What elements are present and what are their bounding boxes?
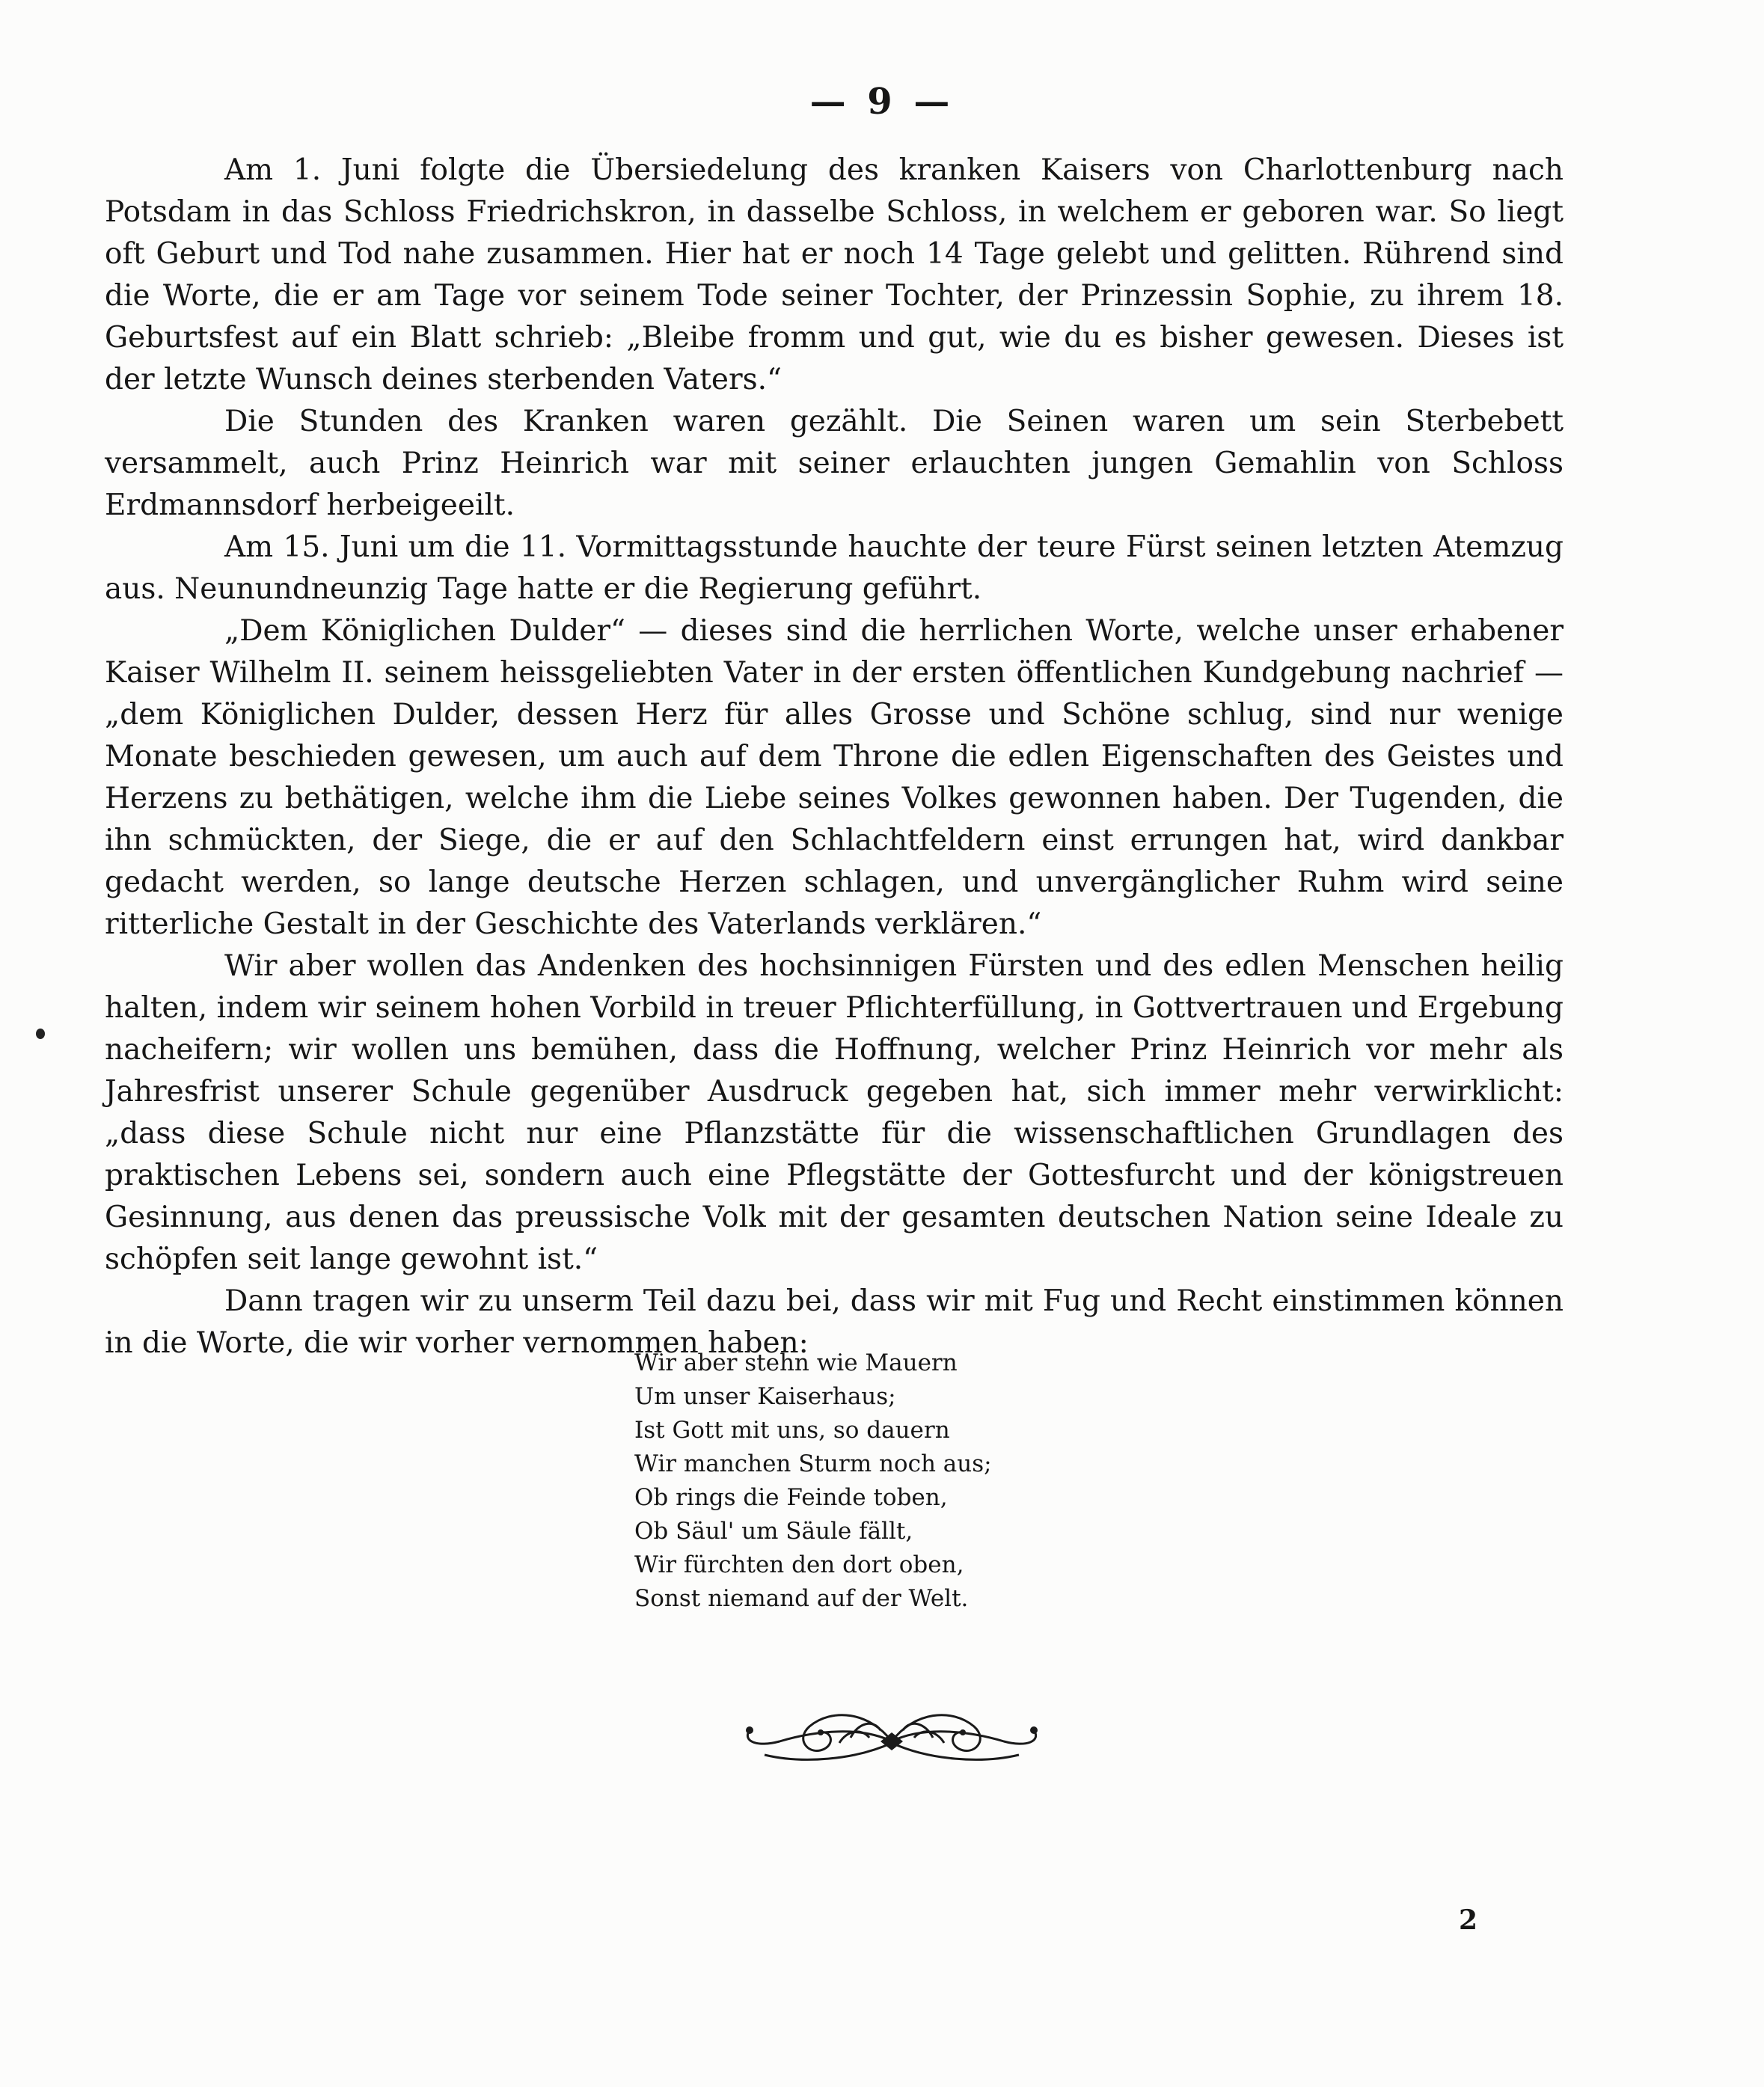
- poem-line: Um unser Kaiserhaus;: [634, 1383, 896, 1410]
- ink-speck: [36, 1029, 45, 1039]
- poem-stanza: [634, 1346, 992, 1616]
- page-number: — 9 —: [809, 81, 955, 123]
- poem-line: Wir aber stehn wie Mauern: [634, 1349, 958, 1376]
- paragraph: Am 15. Juni um die 11. Vormittagsstunde hauchte der teure Fürst seinen letzten Atemzug aus. Neunundneunzig Tage hatte er die Regierung geführt.: [105, 530, 1564, 606]
- poem-line: Wir manchen Sturm noch aus;: [634, 1450, 992, 1477]
- paragraph: Dann tragen wir zu unserm Teil dazu bei, dass wir mit Fug und Recht einstimmen können in die Worte, die wir vorher vernommen haben:: [105, 1284, 1564, 1360]
- poem-line: Ob Säul' um Säule fällt,: [634, 1518, 913, 1545]
- paragraph: Am 1. Juni folgte die Übersiedelung des kranken Kaisers von Charlottenburg nach Potsdam in das Schloss Friedrichskron, in dasselbe Schloss, in welchem er geboren war. So liegt oft Geburt und Tod nahe zusammen. Hier hat er noch 14 Tage gelebt und gelitten. Rührend sind die Worte, die er am Tage vor seinem Tode seiner Tochter, der Prinzessin Sophie, zu ihrem 18. Geburtsfest auf ein Blatt schrieb: „Bleibe fromm und gut, wie du es bisher gewesen. Dieses ist der letzte Wunsch deines sterbenden Vaters.“: [105, 153, 1564, 396]
- paragraph: Die Stunden des Kranken waren gezählt. Die Seinen waren um sein Sterbebett versammelt, auch Prinz Heinrich war mit seiner erlauchten jungen Gemahlin von Schloss Erdmannsdorf herbeigeeilt.: [105, 405, 1564, 522]
- body-text: [105, 150, 1564, 1364]
- poem-line: Ist Gott mit uns, so dauern: [634, 1417, 950, 1444]
- paragraph: Wir aber wollen das Andenken des hochsinnigen Fürsten und des edlen Menschen heilig halten, indem wir seinem hohen Vorbild in treuer Pflichterfüllung, in Gottvertrauen und Ergebung nacheifern; wir wollen uns bemühen, dass die Hoffnung, welcher Prinz Heinrich vor mehr als Jahresfrist unserer Schule gegenüber Ausdruck gegeben hat, sich immer mehr verwirklicht: „dass diese Schule nicht nur eine Pflanzstätte für die wissenschaftlichen Grundlagen des praktischen Lebens sei, sondern auch eine Pflegstätte der Gottesfurcht und der königstreuen Gesinnung, aus denen das preussische Volk mit der gesamten deutschen Nation seine Ideale zu schöpfen seit lange gewohnt ist.“: [105, 949, 1564, 1276]
- poem-line: Wir fürchten den dort oben,: [634, 1551, 964, 1578]
- poem-line: Sonst niemand auf der Welt.: [634, 1585, 969, 1612]
- paragraph: „Dem Königlichen Dulder“ — dieses sind die herrlichen Worte, welche unser erhabener Kaiser Wilhelm II. seinem heissgeliebten Vater in der ersten öffentlichen Kundgebung nachrief — „dem Königlichen Dulder, dessen Herz für alles Grosse und Schöne schlug, sind nur wenige Monate beschieden gewesen, um auch auf dem Throne die edlen Eigenschaften des Geistes und Herzens zu bethätigen, welche ihm die Liebe seines Volkes gewonnen haben. Der Tugenden, die ihn schmückten, der Siege, die er auf den Schlachtfeldern einst errungen hat, wird dankbar gedacht werden, so lange deutsche Herzen schlagen, und unvergänglicher Ruhm wird seine ritterliche Gestalt in der Geschichte des Vaterlands verklären.“: [105, 614, 1564, 941]
- poem-line: Ob rings die Feinde toben,: [634, 1484, 948, 1511]
- sheet-signature-number: 2: [1459, 1904, 1478, 1936]
- vignette-ornament-icon: [720, 1697, 1064, 1771]
